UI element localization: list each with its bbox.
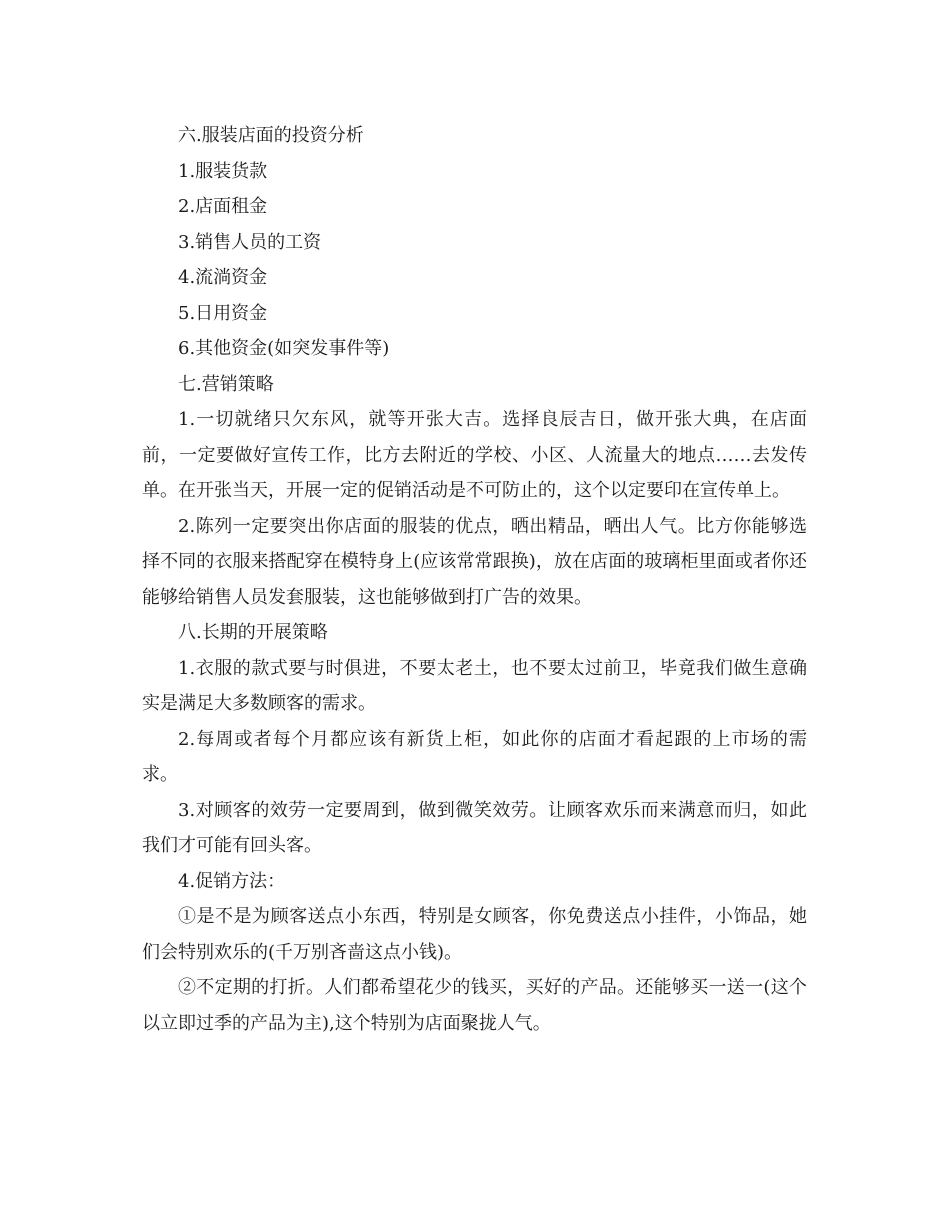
paragraph-styles: 1.衣服的款式要与时俱进，不要太老土，也不要太过前卫，毕竟我们做生意确实是满足大多数顾客的需求。 <box>142 657 807 714</box>
paragraph-discounts: ②不定期的打折。人们都希望花少的钱买，买好的产品。还能够买一送一(这个以立即过季的产品为主),这个特别为店面聚拢人气。 <box>142 977 807 1034</box>
list-item-rent: 2.店面租金 <box>178 196 268 217</box>
section-heading-investment: 六.服装店面的投资分析 <box>178 125 364 146</box>
section-heading-long-term: 八.长期的开展策略 <box>178 622 328 643</box>
paragraph-opening: 1.一切就绪只欠东风，就等开张大吉。选择良辰吉日，做开张大典，在店面前，一定要做好宣传工作，比方去附近的学校、小区、人流量大的地点……去发传单。在开张当天，开展一定的促销活动是不可防止的，这个以定要印在宣传单上。 <box>142 409 807 501</box>
paragraph-new-stock: 2.每周或者每个月都应该有新货上柜，如此你的店面才看起跟的上市场的需求。 <box>142 728 807 785</box>
list-item-daily-funds: 5.日用资金 <box>178 302 268 324</box>
paragraph-promotion-heading: 4.促销方法： <box>178 870 286 892</box>
document-body <box>142 118 807 1041</box>
paragraph-gifts: ①是不是为顾客送点小东西，特别是女顾客，你免费送点小挂件，小饰品，她们会特别欢乐的(千万别吝啬这点小钱)。 <box>142 906 807 963</box>
list-item-other-funds: 6.其他资金(如突发事件等) <box>178 338 390 359</box>
paragraph-service: 3.对顾客的效劳一定要周到，做到微笑效劳。让顾客欢乐而来满意而归，如此我们才可能有回头客。 <box>142 799 807 856</box>
list-item-clothing-stock: 1.服装货款 <box>178 160 268 182</box>
list-item-working-capital: 4.流淌资金 <box>178 267 268 288</box>
paragraph-display: 2.陈列一定要突出你店面的服装的优点，晒出精品，晒出人气。比方你能够选择不同的衣服来搭配穿在模特身上(应该常常跟换)，放在店面的玻璃柜里面或者你还能够给销售人员发套服装，这也能够做到打广告的效果。 <box>142 515 807 608</box>
list-item-wages: 3.销售人员的工资 <box>178 231 322 253</box>
section-heading-marketing: 七.营销策略 <box>178 373 274 395</box>
